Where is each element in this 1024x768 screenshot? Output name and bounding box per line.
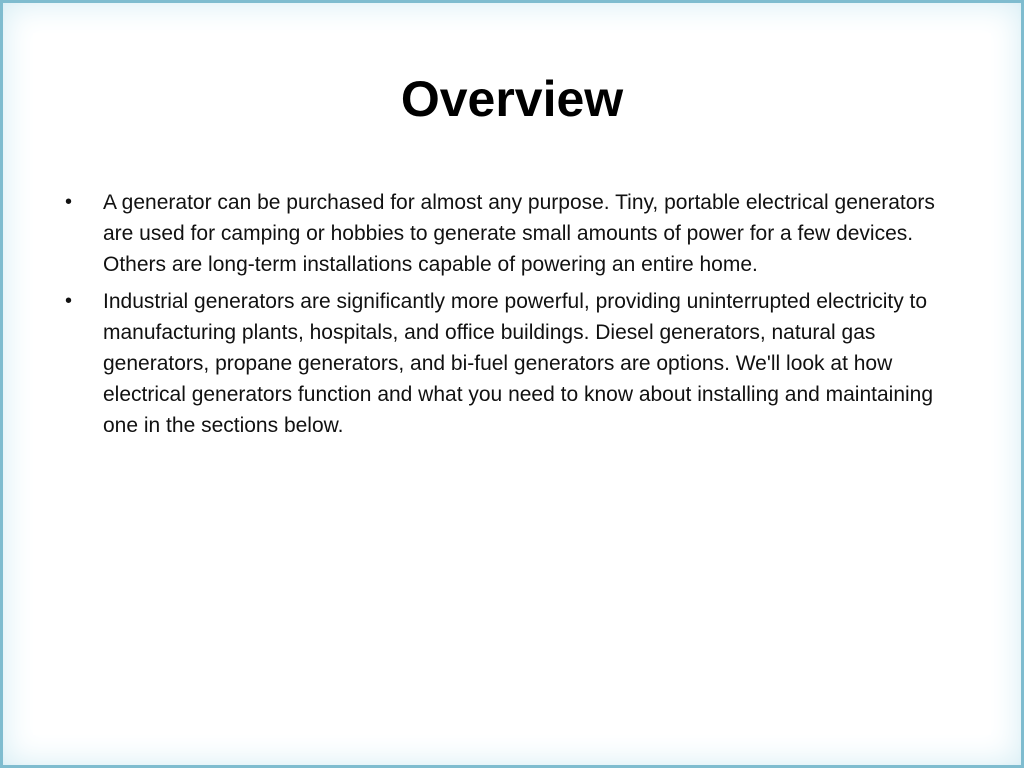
slide-title: Overview	[400, 71, 624, 127]
bullet-item	[65, 187, 965, 280]
bullet-text: A generator can be purchased for almost any purpose. Tiny, portable electrical generators are used for camping or hobbies to generate small amounts of power for a few devices. Others are long-term installations capable of powering an entire home.	[103, 191, 935, 276]
bullet-icon: •	[65, 290, 73, 312]
bullet-icon: •	[65, 191, 73, 213]
bullet-list	[65, 187, 965, 447]
bullet-item	[65, 286, 965, 441]
bullet-text: Industrial generators are significantly more powerful, providing uninterrupted electricity to manufacturing plants, hospitals, and office buildings. Diesel generators, natural gas generators, propane generators, and bi-fuel generators are options. We'll look at how electrical generators function and what you need to know about installing and maintaining one in the sections below.	[103, 290, 934, 437]
